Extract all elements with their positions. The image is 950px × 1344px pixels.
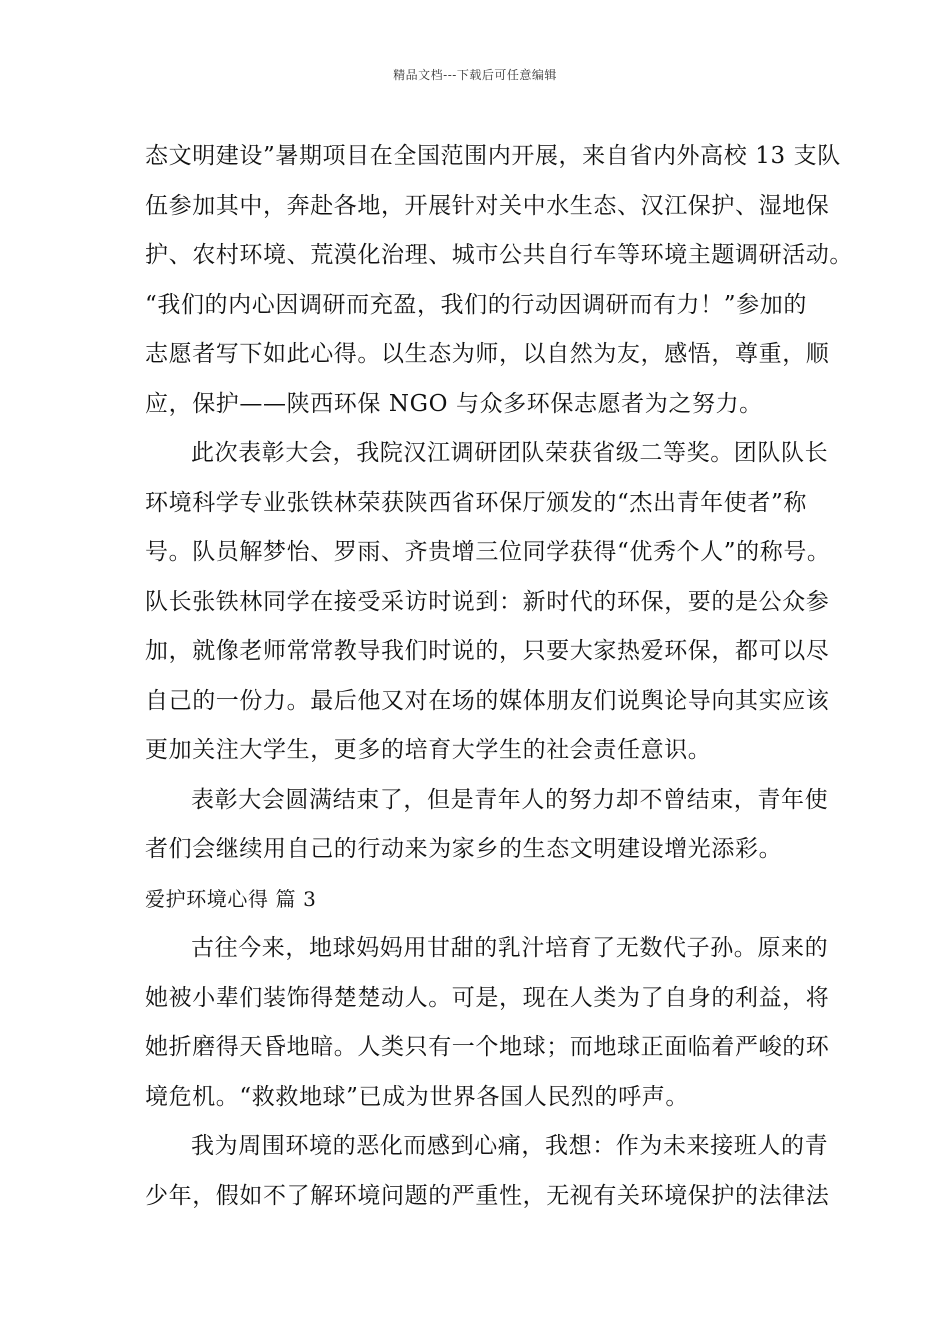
paragraph-start-line: 古往今来，地球妈妈用甘甜的乳汁培育了无数代子孙。原来的 (191, 935, 829, 961)
page-header: 精品文档---下载后可任意编辑 (393, 68, 557, 82)
text-line: 队长张铁林同学在接受采访时说到：新时代的环保，要的是公众参 (145, 588, 830, 615)
text-line: “我们的内心因调研而充盈，我们的行动因调研而有力！”参加的 (145, 291, 807, 318)
text-line: 自己的一份力。最后他又对在场的媒体朋友们说舆论导向其实应该 (145, 687, 830, 714)
paragraph-start-line: 此次表彰大会，我院汉江调研团队荣获省级二等奖。团队队长 (191, 440, 829, 466)
text-line: 伍参加其中，奔赴各地，开展针对关中水生态、汉江保护、湿地保 (145, 192, 830, 219)
text-line: 志愿者写下如此心得。以生态为师，以自然为友，感悟，尊重，顺 (145, 341, 830, 367)
text-line: 环境科学专业张铁林荣获陕西省环保厅颁发的“杰出青年使者”称 (145, 489, 807, 516)
text-line: 号。队员解梦怡、罗雨、齐贵增三位同学获得“优秀个人”的称号。 (145, 539, 831, 565)
text-line: 少年，假如不了解环境问题的严重性，无视有关环境保护的法律法 (145, 1182, 830, 1209)
text-line: 加，就像老师常常教导我们时说的，只要大家热爱环保，都可以尽 (145, 638, 830, 664)
text-line: 境危机。“救救地球”已成为世界各国人民烈的呼声。 (145, 1083, 689, 1110)
paragraph-start-line: 表彰大会圆满结束了，但是青年人的努力却不曾结束，青年使 (191, 786, 829, 813)
paragraph-start-line: 我为周围环境的恶化而感到心痛，我想：作为未来接班人的青 (191, 1133, 829, 1159)
text-line: 她折磨得天昏地暗。人类只有一个地球；而地球正面临着严峻的环 (145, 1034, 830, 1060)
text-line: 态文明建设”暑期项目在全国范围内开展，来自省内外高校 13 支队 (145, 143, 841, 169)
text-line: 应，保护——陕西环保 NGO 与众多环保志愿者为之努力。 (145, 390, 763, 417)
text-line: 她被小辈们装饰得楚楚动人。可是，现在人类为了自身的利益，将 (145, 984, 830, 1011)
section-heading: 爱护环境心得 篇 3 (145, 886, 317, 911)
document-body (145, 132, 853, 1221)
text-line: 护、农村环境、荒漠化治理、城市公共自行车等环境主题调研活动。 (145, 242, 853, 268)
text-line: 更加关注大学生，更多的培育大学生的社会责任意识。 (145, 737, 712, 763)
text-line: 者们会继续用自己的行动来为家乡的生态文明建设增光添彩。 (145, 836, 783, 862)
